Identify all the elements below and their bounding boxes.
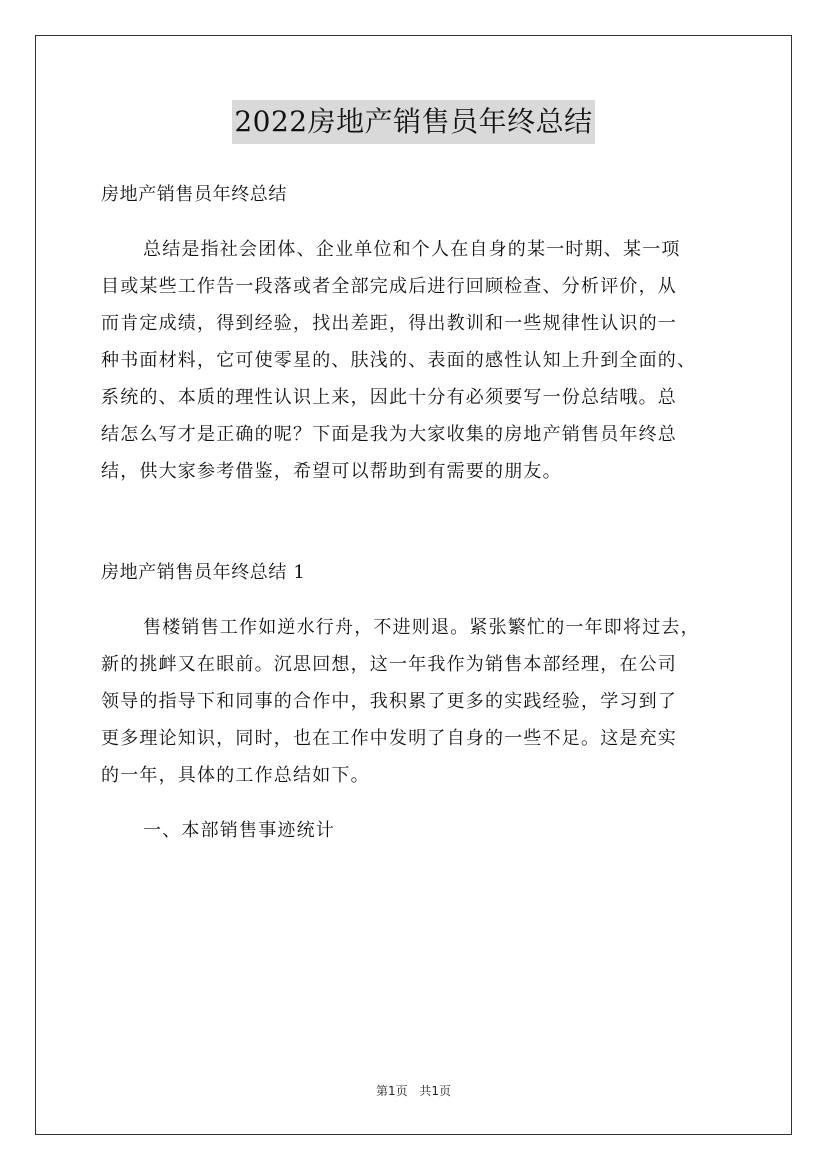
paragraph-line: 新的挑衅又在眼前。沉思回想，这一年我作为销售本部经理，在公司 <box>101 654 677 675</box>
paragraph-line: 售楼销售工作如逆水行舟，不进则退。紧张繁忙的一年即将过去， <box>143 617 700 638</box>
intro-paragraph <box>101 231 741 490</box>
paragraph-line: 结怎么写才是正确的呢？下面是我为大家收集的房地产销售员年终总 <box>101 424 677 445</box>
document-body <box>101 176 741 849</box>
paragraph-line: 总结是指社会团体、企业单位和个人在自身的某一时期、某一项 <box>143 239 681 260</box>
section-heading: 房地产销售员年终总结 1 <box>101 562 306 583</box>
section1-paragraph <box>101 609 741 794</box>
spacer <box>101 591 741 609</box>
paragraph-line: 种书面材料，它可使零星的、肤浅的、表面的感性认知上升到全面的、 <box>101 350 697 371</box>
spacer <box>101 213 741 231</box>
paragraph-line: 结，供大家参考借鉴，希望可以帮助到有需要的朋友。 <box>101 461 562 482</box>
paragraph-line: 系统的、本质的理性认识上来，因此十分有必须要写一份总结哦。总 <box>101 387 677 408</box>
subheading: 一、本部销售事迹统计 <box>143 820 335 841</box>
document-title: 2022房地产销售员年终总结 <box>232 100 594 144</box>
intro-heading: 房地产销售员年终总结 <box>101 184 287 205</box>
paragraph-line: 领导的指导下和同事的合作中，我积累了更多的实践经验，学习到了 <box>101 691 677 712</box>
paragraph-line: 更多理论知识，同时，也在工作中发明了自身的一些不足。这是充实 <box>101 728 677 749</box>
spacer <box>101 794 741 812</box>
page-number: 第1页 <box>375 1084 408 1098</box>
spacer <box>101 490 741 554</box>
paragraph-line: 目或某些工作告一段落或者全部完成后进行回顾检查、分析评价，从 <box>101 276 677 297</box>
paragraph-line: 而肯定成绩，得到经验，找出差距，得出教训和一些规律性认识的一 <box>101 313 677 334</box>
title-container <box>0 100 827 144</box>
page-total: 共1页 <box>419 1084 452 1098</box>
paragraph-line: 的一年，具体的工作总结如下。 <box>101 765 370 786</box>
page-footer <box>0 1082 827 1100</box>
